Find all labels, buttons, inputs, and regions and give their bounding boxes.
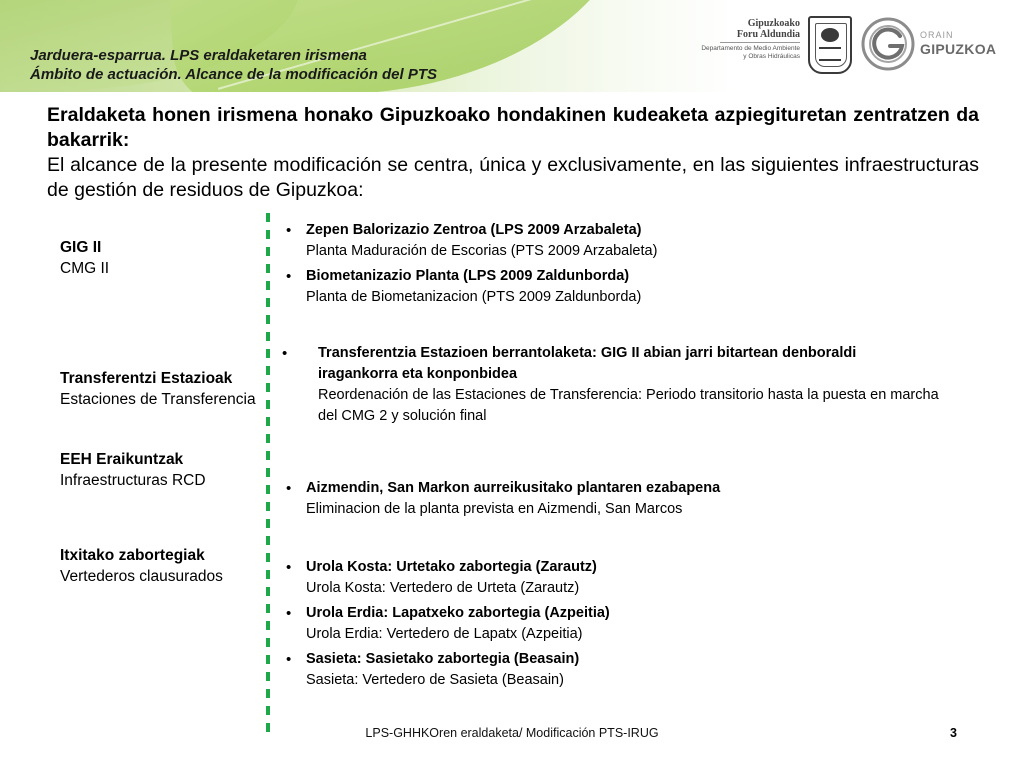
item-eu: • Aizmendin, San Markon aurreikusitako plantaren ezabapena (306, 480, 721, 496)
brand-orain: ORAIN (920, 30, 954, 40)
item-es: Planta Maduración de Escorias (PTS 2009 Arzabaleta) (306, 243, 658, 259)
item-es: Eliminacion de la planta prevista en Aizmendi, San Marcos (306, 501, 683, 517)
header-banner (0, 0, 1024, 92)
item-es: Sasieta: Vertedero de Sasieta (Beasain) (306, 672, 564, 688)
item-eu: • Biometanizazio Planta (LPS 2009 Zaldunborda) (306, 268, 630, 284)
category-label-eu: GIG II (60, 239, 102, 256)
list-item (282, 649, 982, 691)
item-es: Reordenación de las Estaciones de Transferencia: Periodo transitorio hasta la puesta en marcha del CMG 2 y solución final (318, 387, 939, 424)
slide-title-es: Ámbito de actuación. Alcance de la modificación del PTS (30, 66, 438, 83)
bullet-group-landfills (282, 557, 982, 695)
intro-paragraph (47, 103, 979, 203)
category-cmg (60, 237, 109, 279)
category-label-es: CMG II (60, 260, 110, 277)
coat-of-arms-icon (808, 16, 852, 74)
category-landfills (60, 545, 223, 587)
category-label-es: Infraestructuras RCD (60, 472, 206, 489)
item-es: Urola Kosta: Vertedero de Urteta (Zarautz) (306, 580, 580, 596)
category-rcd (60, 449, 206, 491)
category-label-eu: Itxitako zabortegiak (60, 547, 205, 564)
category-label-eu: EEH Eraikuntzak (60, 451, 184, 468)
logo-org-line1: Gipuzkoako (747, 18, 800, 29)
brand-gipuzkoa: GIPUZKOA (920, 41, 997, 57)
logo-dept-line1: Departamento de Medio Ambiente (701, 45, 800, 52)
slide-title (30, 46, 437, 84)
logo-org-line2: Foru Aldundia (736, 29, 800, 40)
category-label-es: Estaciones de Transferencia (60, 391, 256, 408)
bullet-group-rcd (282, 478, 982, 524)
item-es: Planta de Biometanizacion (PTS 2009 Zaldunborda) (306, 289, 642, 305)
footer-text: LPS-GHHKOren eraldaketa/ Modificación PTS-IRUG (365, 726, 659, 740)
slide-title-eu: Jarduera-esparrua. LPS eraldaketaren irismena (30, 47, 367, 64)
category-label-es: Vertederos clausurados (60, 568, 223, 585)
page-number: 3 (950, 726, 957, 740)
orain-g-icon (860, 16, 916, 72)
category-label-eu: Transferentzi Estazioak (60, 370, 233, 387)
list-item (282, 266, 982, 308)
category-transfer (60, 368, 256, 410)
item-eu: • Urola Kosta: Urtetako zabortegia (Zarautz) (306, 559, 597, 575)
list-item (282, 478, 982, 520)
item-eu: • Urola Erdia: Lapatxeko zabortegia (Azpeitia) (306, 605, 610, 621)
list-item (278, 343, 940, 427)
intro-es: El alcance de la presente modificación se centra, única y exclusivamente, en las siguientes infraestructuras de gestión de residuos de Gipuzkoa: (47, 154, 979, 201)
bullet-group-cmg (282, 220, 982, 312)
item-eu: • Transferentzia Estazioen berrantolaketa: GIG II abian jarri bitartean denboraldi iragankorra eta konponbidea (318, 345, 857, 382)
item-eu: • Sasieta: Sasietako zabortegia (Beasain) (306, 651, 580, 667)
list-item (282, 220, 982, 262)
list-item (282, 557, 982, 599)
bullet-group-transfer (278, 343, 940, 431)
dashed-divider (266, 213, 270, 735)
item-eu: • Zepen Balorizazio Zentroa (LPS 2009 Arzabaleta) (306, 222, 642, 238)
item-es: Urola Erdia: Vertedero de Lapatx (Azpeitia) (306, 626, 583, 642)
intro-eu: Eraldaketa honen irismena honako Gipuzkoako hondakinen kudeaketa azpiegituretan zentratzen da bakarrik: (47, 104, 979, 151)
diputacion-logo (690, 18, 800, 61)
logo-dept-line2: y Obras Hidráulicas (743, 53, 800, 60)
list-item (282, 603, 982, 645)
